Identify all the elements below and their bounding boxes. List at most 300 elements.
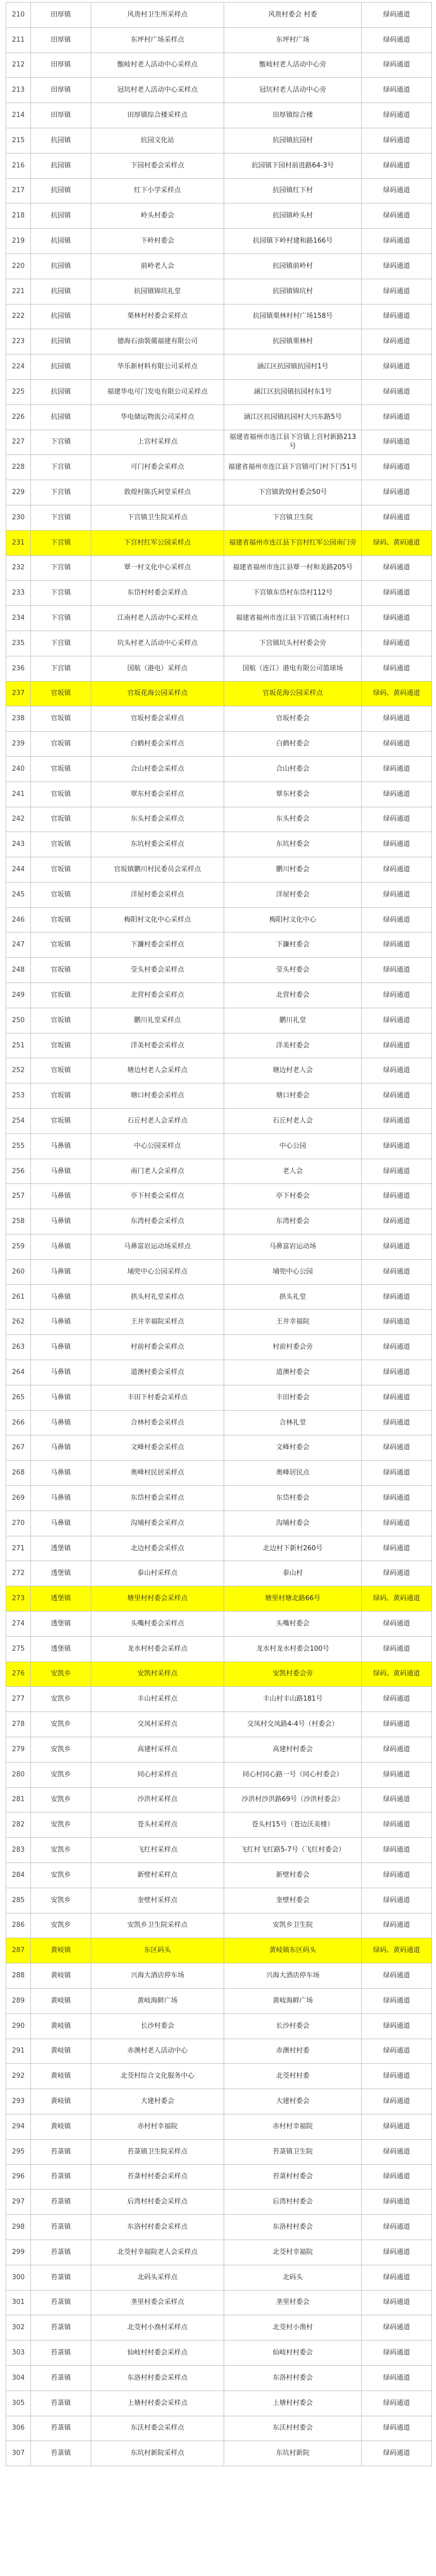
row-number: 216: [6, 153, 31, 178]
table-row: [6, 480, 432, 505]
code-channel-cell: 绿码通道: [362, 907, 432, 933]
site-name-cell: 中心公园采样点: [91, 1133, 224, 1159]
code-channel-cell: 绿码通道: [362, 1058, 432, 1083]
site-name-cell: 北茭村幸福院老人会采样点: [91, 2240, 224, 2265]
town-cell: 安凯乡: [31, 1838, 91, 1863]
town-cell: 下宫镇: [31, 505, 91, 530]
site-name-cell: 马鼻富岩运动场采样点: [91, 1234, 224, 1260]
table-row: [6, 1561, 432, 1586]
table-row: [6, 1938, 432, 1963]
table-row: [6, 706, 432, 732]
site-name-cell: 甑岐村老人活动中心采样点: [91, 53, 224, 78]
town-cell: 苔菉镇: [31, 2190, 91, 2215]
town-cell: 下宫镇: [31, 480, 91, 505]
site-name-cell: 奥峰村民居采样点: [91, 1461, 224, 1486]
table-row: [6, 1109, 432, 1134]
table-row: [6, 1259, 432, 1284]
table-row: [6, 1184, 432, 1209]
site-name-cell: 东坪村广场采样点: [91, 27, 224, 53]
site-address-cell: 奎壁村委会: [224, 1888, 362, 1913]
code-channel-cell: 绿码通道: [362, 1712, 432, 1737]
row-number: 283: [6, 1838, 31, 1863]
site-name-cell: 长沙村委会: [91, 2013, 224, 2039]
table-row: [6, 153, 432, 178]
code-channel-cell: 绿码通道: [362, 1234, 432, 1260]
town-cell: 马鼻镇: [31, 1284, 91, 1310]
town-cell: 马鼻镇: [31, 1461, 91, 1486]
table-row: [6, 2139, 432, 2164]
site-address-cell: 东坑村委会: [224, 832, 362, 857]
site-name-cell: 可门村委会采样点: [91, 455, 224, 480]
row-number: 235: [6, 631, 31, 656]
town-cell: 黄岐镇: [31, 2039, 91, 2064]
table-row: [6, 1612, 432, 1637]
code-channel-cell: 绿码通道: [362, 555, 432, 581]
code-channel-cell: 绿码通道: [362, 2416, 432, 2441]
town-cell: 苔菉镇: [31, 2139, 91, 2164]
table-row: [6, 1586, 432, 1612]
town-cell: 黄岐镇: [31, 1963, 91, 1989]
site-name-cell: 北边村委会采样点: [91, 1536, 224, 1561]
row-number: 286: [6, 1913, 31, 1938]
site-address-cell: 福建省福州市连江县覃一村和美路205号: [224, 555, 362, 581]
site-name-cell: 岭头村委会: [91, 204, 224, 229]
row-number: 258: [6, 1209, 31, 1234]
site-name-cell: 覃一村文化中心采样点: [91, 555, 224, 581]
row-number: 234: [6, 606, 31, 631]
town-cell: 抗园镇: [31, 204, 91, 229]
town-cell: 苔菉镇: [31, 2164, 91, 2190]
code-channel-cell: 绿码通道: [362, 178, 432, 204]
site-address-cell: 官坂村委会: [224, 706, 362, 732]
table-row: [6, 204, 432, 229]
site-address-cell: 洋屋村委会: [224, 882, 362, 907]
town-cell: 安凯乡: [31, 1888, 91, 1913]
site-name-cell: 东坑村委会采样点: [91, 832, 224, 857]
site-address-cell: 下濂村委会: [224, 933, 362, 958]
site-name-cell: 冠坑村老人活动中心采样点: [91, 78, 224, 103]
site-name-cell: 东坑村新院采样点: [91, 2441, 224, 2466]
town-cell: 田厚镇: [31, 78, 91, 103]
code-channel-cell: 绿码、黄码通道: [362, 1662, 432, 1687]
code-channel-cell: 绿码通道: [362, 1133, 432, 1159]
site-name-cell: 高建村采样点: [91, 1737, 224, 1762]
site-address-cell: 抗园镇岭头村: [224, 204, 362, 229]
table-row: [6, 581, 432, 606]
row-number: 301: [6, 2290, 31, 2315]
site-name-cell: 上宫村采样点: [91, 430, 224, 455]
site-name-cell: 奎壁村采样点: [91, 1888, 224, 1913]
code-channel-cell: 绿码、黄码通道: [362, 681, 432, 706]
sampling-sites-table-body: [6, 3, 432, 2466]
town-cell: 马鼻镇: [31, 1234, 91, 1260]
town-cell: 透堡镇: [31, 1536, 91, 1561]
site-address-cell: 田厚镇综合楼: [224, 103, 362, 128]
town-cell: 官坂镇: [31, 882, 91, 907]
table-row: [6, 53, 432, 78]
code-channel-cell: 绿码通道: [362, 1888, 432, 1913]
site-name-cell: 苔菉村村委会采样点: [91, 2164, 224, 2190]
town-cell: 苔菉镇: [31, 2341, 91, 2366]
town-cell: 安凯乡: [31, 1712, 91, 1737]
row-number: 275: [6, 1636, 31, 1662]
site-name-cell: 上塘村村委会采样点: [91, 2391, 224, 2416]
table-row: [6, 1410, 432, 1435]
site-address-cell: 梅阳村文化中心: [224, 907, 362, 933]
table-row: [6, 782, 432, 807]
town-cell: 田厚镇: [31, 27, 91, 53]
table-row: [6, 1762, 432, 1787]
row-number: 240: [6, 756, 31, 782]
code-channel-cell: 绿码通道: [362, 2315, 432, 2341]
site-name-cell: 东岱村村委会采样点: [91, 581, 224, 606]
town-cell: 透堡镇: [31, 1636, 91, 1662]
code-channel-cell: 绿码通道: [362, 1612, 432, 1637]
site-address-cell: 福建省福州市连江县下宫村红军公园南门旁: [224, 530, 362, 555]
row-number: 279: [6, 1737, 31, 1762]
row-number: 221: [6, 279, 31, 304]
site-address-cell: 中心公园: [224, 1133, 362, 1159]
row-number: 287: [6, 1938, 31, 1963]
site-address-cell: 马鼻富岩运动场: [224, 1234, 362, 1260]
site-name-cell: 东头村委会采样点: [91, 807, 224, 832]
table-row: [6, 1385, 432, 1410]
table-row: [6, 1662, 432, 1687]
site-name-cell: 交凤村采样点: [91, 1712, 224, 1737]
code-channel-cell: 绿码通道: [362, 1435, 432, 1461]
code-channel-cell: 绿码通道: [362, 430, 432, 455]
table-row: [6, 907, 432, 933]
site-name-cell: 拱头村礼堂采样点: [91, 1284, 224, 1310]
row-number: 248: [6, 958, 31, 983]
table-row: [6, 1862, 432, 1888]
town-cell: 苔菉镇: [31, 2290, 91, 2315]
table-row: [6, 1335, 432, 1360]
row-number: 284: [6, 1862, 31, 1888]
row-number: 268: [6, 1461, 31, 1486]
town-cell: 官坂镇: [31, 1008, 91, 1033]
site-address-cell: 上塘村村委会: [224, 2391, 362, 2416]
code-channel-cell: 绿码通道: [362, 1687, 432, 1712]
site-name-cell: 石丘村老人会采样点: [91, 1109, 224, 1134]
table-row: [6, 103, 432, 128]
table-row: [6, 756, 432, 782]
code-channel-cell: 绿码通道: [362, 2365, 432, 2391]
table-row: [6, 2416, 432, 2441]
site-address-cell: 合山村委会: [224, 756, 362, 782]
code-channel-cell: 绿码通道: [362, 832, 432, 857]
site-address-cell: 合林礼堂: [224, 1410, 362, 1435]
town-cell: 下宫镇: [31, 631, 91, 656]
row-number: 267: [6, 1435, 31, 1461]
town-cell: 官坂镇: [31, 958, 91, 983]
site-address-cell: 头嘴村委会: [224, 1612, 362, 1637]
row-number: 276: [6, 1662, 31, 1687]
site-name-cell: 东洛村村委会采样点: [91, 2365, 224, 2391]
code-channel-cell: 绿码通道: [362, 455, 432, 480]
row-number: 302: [6, 2315, 31, 2341]
town-cell: 黄岐镇: [31, 2089, 91, 2114]
row-number: 271: [6, 1536, 31, 1561]
code-channel-cell: 绿码通道: [362, 983, 432, 1008]
table-row: [6, 2341, 432, 2366]
site-address-cell: 龙水村龙水村委会100号: [224, 1636, 362, 1662]
town-cell: 苔菉镇: [31, 2215, 91, 2240]
site-name-cell: 赤澳村老人活动中心: [91, 2039, 224, 2064]
town-cell: 田厚镇: [31, 53, 91, 78]
table-row: [6, 3, 432, 28]
site-address-cell: 村前村委会旁: [224, 1335, 362, 1360]
row-number: 305: [6, 2391, 31, 2416]
row-number: 264: [6, 1360, 31, 1385]
code-channel-cell: 绿码通道: [362, 404, 432, 430]
site-name-cell: 塘边村老人会采样点: [91, 1058, 224, 1083]
site-name-cell: 华电储运物流公司采样点: [91, 404, 224, 430]
table-row: [6, 1888, 432, 1913]
code-channel-cell: 绿码通道: [362, 354, 432, 380]
code-channel-cell: 绿码通道: [362, 329, 432, 354]
site-name-cell: 丰田下村委会采样点: [91, 1385, 224, 1410]
site-name-cell: 文峰村委会采样点: [91, 1435, 224, 1461]
row-number: 213: [6, 78, 31, 103]
table-row: [6, 2441, 432, 2466]
row-number: 230: [6, 505, 31, 530]
code-channel-cell: 绿码通道: [362, 2190, 432, 2215]
site-address-cell: 洋美村委会: [224, 1033, 362, 1058]
site-address-cell: 覃东村委会: [224, 782, 362, 807]
site-address-cell: 沟埔村委会: [224, 1511, 362, 1536]
site-address-cell: 北营村委会: [224, 983, 362, 1008]
row-number: 262: [6, 1310, 31, 1335]
site-name-cell: 村前村委会采样点: [91, 1335, 224, 1360]
site-address-cell: 东坑村新院: [224, 2441, 362, 2466]
site-name-cell: 鹏川礼堂采样点: [91, 1008, 224, 1033]
site-address-cell: 北边村下新村260号: [224, 1536, 362, 1561]
town-cell: 苔菉镇: [31, 2416, 91, 2441]
site-address-cell: 下宫镇卫生院: [224, 505, 362, 530]
row-number: 241: [6, 782, 31, 807]
row-number: 281: [6, 1787, 31, 1812]
town-cell: 安凯乡: [31, 1812, 91, 1838]
row-number: 257: [6, 1184, 31, 1209]
row-number: 285: [6, 1888, 31, 1913]
site-address-cell: 安凯乡卫生院: [224, 1913, 362, 1938]
code-channel-cell: 绿码通道: [362, 253, 432, 279]
site-address-cell: 后湾村村委会: [224, 2190, 362, 2215]
town-cell: 官坂镇: [31, 782, 91, 807]
site-name-cell: 抗园镇锦坑礼堂: [91, 279, 224, 304]
site-name-cell: 安凯乡卫生院采样点: [91, 1913, 224, 1938]
site-name-cell: 北营村委会采样点: [91, 983, 224, 1008]
row-number: 219: [6, 229, 31, 254]
table-row: [6, 1687, 432, 1712]
row-number: 295: [6, 2139, 31, 2164]
row-number: 233: [6, 581, 31, 606]
row-number: 224: [6, 354, 31, 380]
site-name-cell: 抗园文化站: [91, 128, 224, 153]
code-channel-cell: 绿码通道: [362, 1159, 432, 1184]
row-number: 251: [6, 1033, 31, 1058]
table-row: [6, 1461, 432, 1486]
site-address-cell: 丰山村丰山路181号: [224, 1687, 362, 1712]
table-row: [6, 807, 432, 832]
row-number: 296: [6, 2164, 31, 2190]
site-address-cell: 东岱村委会: [224, 1486, 362, 1511]
code-channel-cell: 绿码通道: [362, 782, 432, 807]
table-row: [6, 1838, 432, 1863]
site-name-cell: 头嘴村委会采样点: [91, 1612, 224, 1637]
site-address-cell: 官坂花海公园采样点: [224, 681, 362, 706]
row-number: 255: [6, 1133, 31, 1159]
code-channel-cell: 绿码通道: [362, 1461, 432, 1486]
table-row: [6, 2114, 432, 2139]
town-cell: 马鼻镇: [31, 1410, 91, 1435]
site-name-cell: 梅阳村文化中心采样点: [91, 907, 224, 933]
table-row: [6, 2391, 432, 2416]
code-channel-cell: 绿码通道: [362, 732, 432, 757]
site-address-cell: 埔兜中心公园: [224, 1259, 362, 1284]
site-name-cell: 丰山村采样点: [91, 1687, 224, 1712]
site-name-cell: 洋美村委会采样点: [91, 1033, 224, 1058]
table-row: [6, 2240, 432, 2265]
site-name-cell: 沙洪村采样点: [91, 1787, 224, 1812]
table-row: [6, 1486, 432, 1511]
code-channel-cell: 绿码通道: [362, 1008, 432, 1033]
site-name-cell: 下宫村红军公园采样点: [91, 530, 224, 555]
code-channel-cell: 绿码通道: [362, 1762, 432, 1787]
site-name-cell: 红下小学采样点: [91, 178, 224, 204]
table-row: [6, 1083, 432, 1109]
table-row: [6, 681, 432, 706]
code-channel-cell: 绿码通道: [362, 480, 432, 505]
site-address-cell: 苍头村15号（苍边沃美楼）: [224, 1812, 362, 1838]
town-cell: 下宫镇: [31, 455, 91, 480]
town-cell: 抗园镇: [31, 279, 91, 304]
row-number: 274: [6, 1612, 31, 1637]
table-row: [6, 2215, 432, 2240]
row-number: 211: [6, 27, 31, 53]
table-row: [6, 178, 432, 204]
row-number: 214: [6, 103, 31, 128]
row-number: 218: [6, 204, 31, 229]
site-name-cell: 苍头村采样点: [91, 1812, 224, 1838]
site-address-cell: 下宫镇坑头村村委会旁: [224, 631, 362, 656]
site-address-cell: 安凯村委会旁: [224, 1662, 362, 1687]
site-address-cell: 福建省福州市连江县下宫镇江南村村口: [224, 606, 362, 631]
site-name-cell: 敦煌村陈氏祠堂采样点: [91, 480, 224, 505]
site-address-cell: 抗园镇红下村: [224, 178, 362, 204]
site-address-cell: 文峰村委会: [224, 1435, 362, 1461]
town-cell: 马鼻镇: [31, 1310, 91, 1335]
site-address-cell: 鹏川礼堂: [224, 1008, 362, 1033]
row-number: 270: [6, 1511, 31, 1536]
code-channel-cell: 绿码、黄码通道: [362, 1586, 432, 1612]
site-address-cell: 抗园镇下岭村建和路166号: [224, 229, 362, 254]
town-cell: 抗园镇: [31, 329, 91, 354]
table-row: [6, 2039, 432, 2064]
site-name-cell: 东沃村委会采样点: [91, 2416, 224, 2441]
site-address-cell: 涵江区抗园镇抗园村大兴东路5号: [224, 404, 362, 430]
code-channel-cell: 绿码通道: [362, 1913, 432, 1938]
row-number: 265: [6, 1385, 31, 1410]
table-row: [6, 1133, 432, 1159]
code-channel-cell: 绿码通道: [362, 2265, 432, 2290]
sampling-sites-table: [6, 2, 432, 2466]
sampling-sites-table-container: [6, 2, 431, 2466]
code-channel-cell: 绿码通道: [362, 606, 432, 631]
row-number: 306: [6, 2416, 31, 2441]
site-address-cell: 东沃村村委会: [224, 2416, 362, 2441]
row-number: 239: [6, 732, 31, 757]
row-number: 252: [6, 1058, 31, 1083]
table-row: [6, 229, 432, 254]
town-cell: 田厚镇: [31, 3, 91, 28]
site-name-cell: 官坂花海公园采样点: [91, 681, 224, 706]
row-number: 253: [6, 1083, 31, 1109]
code-channel-cell: 绿码通道: [362, 1636, 432, 1662]
site-name-cell: 坑头村老人活动中心采样点: [91, 631, 224, 656]
code-channel-cell: 绿码通道: [362, 1259, 432, 1284]
town-cell: 马鼻镇: [31, 1511, 91, 1536]
table-row: [6, 2365, 432, 2391]
table-row: [6, 2290, 432, 2315]
code-channel-cell: 绿码通道: [362, 1033, 432, 1058]
row-number: 223: [6, 329, 31, 354]
site-address-cell: 塘口村委会: [224, 1083, 362, 1109]
code-channel-cell: 绿码通道: [362, 1511, 432, 1536]
row-number: 245: [6, 882, 31, 907]
site-name-cell: 下宫镇卫生院采样点: [91, 505, 224, 530]
site-address-cell: 黄岐海鲜广场: [224, 1988, 362, 2013]
table-row: [6, 555, 432, 581]
site-name-cell: 莹头村委会采样点: [91, 958, 224, 983]
site-name-cell: 风贵村卫生所采样点: [91, 3, 224, 28]
code-channel-cell: 绿码、黄码通道: [362, 530, 432, 555]
site-name-cell: 亭下村委会采样点: [91, 1184, 224, 1209]
site-name-cell: 泰山村采样点: [91, 1561, 224, 1586]
site-name-cell: 北码头采样点: [91, 2265, 224, 2290]
site-address-cell: 涵江区抗园镇抗园村东1号: [224, 379, 362, 404]
site-name-cell: 王井幸福院采样点: [91, 1310, 224, 1335]
code-channel-cell: 绿码通道: [362, 1561, 432, 1586]
site-address-cell: 长沙村委会: [224, 2013, 362, 2039]
site-address-cell: 抗园镇抗园村: [224, 128, 362, 153]
site-address-cell: 风贵村委会 村委: [224, 3, 362, 28]
site-name-cell: 栗林村村委会采样点: [91, 304, 224, 329]
town-cell: 抗园镇: [31, 379, 91, 404]
site-address-cell: 飞红村飞红路5-7号（飞红村委会）: [224, 1838, 362, 1863]
site-name-cell: 北茭村小渔村采样点: [91, 2315, 224, 2341]
table-row: [6, 354, 432, 380]
table-row: [6, 304, 432, 329]
table-row: [6, 253, 432, 279]
site-name-cell: 华乐新材料有限公司采样点: [91, 354, 224, 380]
town-cell: 苔菉镇: [31, 2265, 91, 2290]
town-cell: 抗园镇: [31, 178, 91, 204]
town-cell: 官坂镇: [31, 983, 91, 1008]
code-channel-cell: 绿码通道: [362, 581, 432, 606]
site-name-cell: 埔兜中心公园采样点: [91, 1259, 224, 1284]
town-cell: 抗园镇: [31, 304, 91, 329]
table-row: [6, 27, 432, 53]
code-channel-cell: 绿码通道: [362, 1184, 432, 1209]
town-cell: 马鼻镇: [31, 1385, 91, 1410]
code-channel-cell: 绿码通道: [362, 53, 432, 78]
site-address-cell: 下宫镇敦煌村委会50号: [224, 480, 362, 505]
site-address-cell: 奥峰居民点: [224, 1461, 362, 1486]
town-cell: 下宫镇: [31, 530, 91, 555]
table-row: [6, 882, 432, 907]
